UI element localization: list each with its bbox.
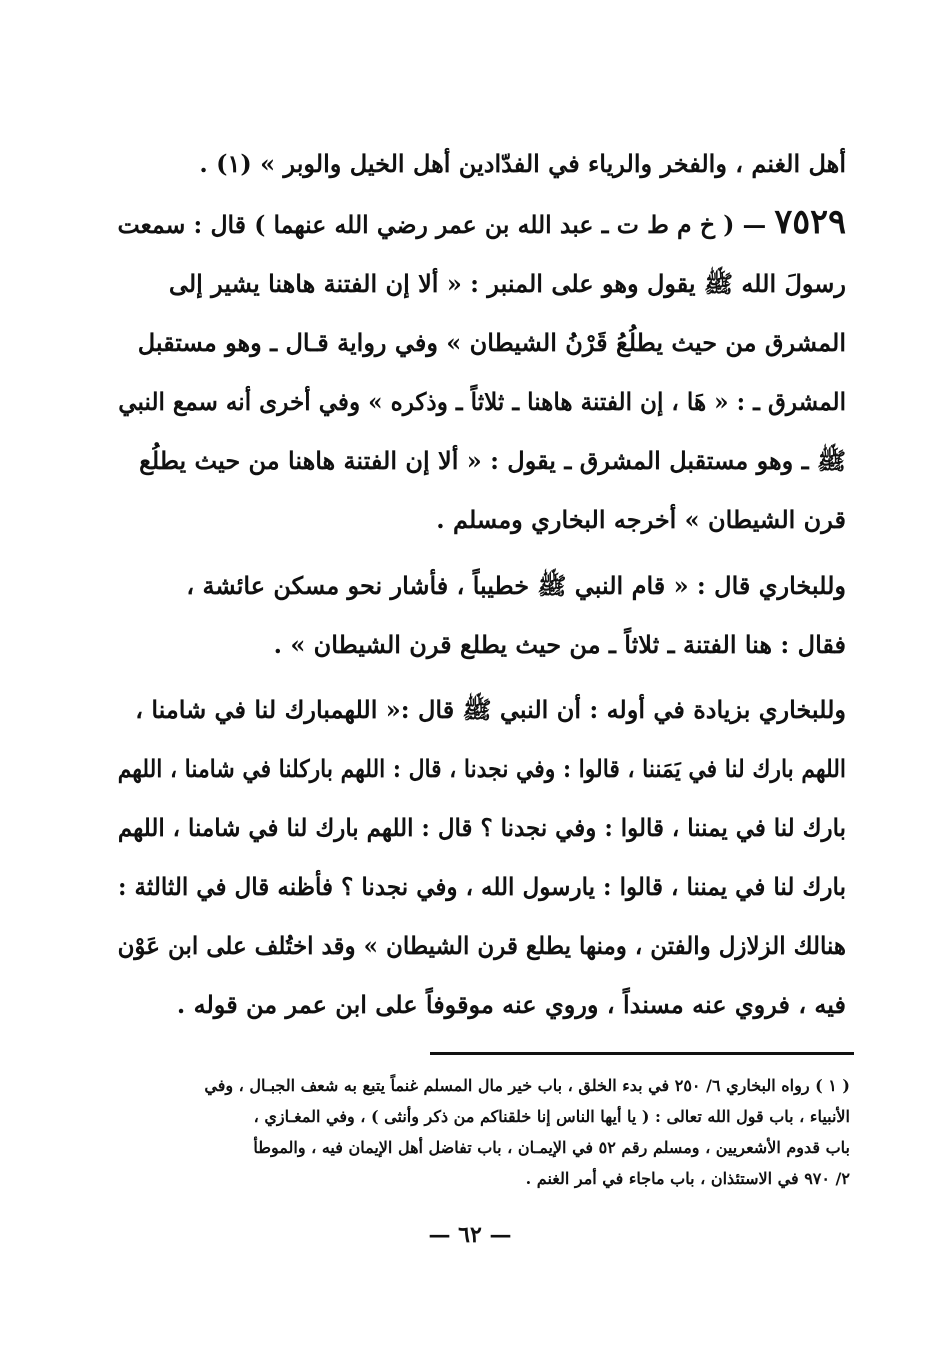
footnote-line: ٢/ ٩٧٠ في الاستئذان ، باب ماجاء في أمر الغنم . xyxy=(525,1169,850,1188)
text-line: اللهم بارك لنا في يَمَننا ، قالوا : وفي نجدنا ، قال : اللهم باركلنا في شامنا ، اللهم xyxy=(117,754,847,783)
text-line: وللبخاري قال : « قام النبي ﷺ خطيباً ، فأشار نحو مسكن عائشة ، xyxy=(186,571,846,600)
text-line: المشرق ـ : « هَا ، إن الفتنة هاهنا ـ ثلاثاً ـ وذكره » وفي أخرى أنه سمع النبي xyxy=(118,387,846,416)
footnote-divider xyxy=(430,1052,854,1055)
text-line: قرن الشيطان » أخرجه البخاري ومسلم . xyxy=(436,505,846,534)
text-line: هنالك الزلازل والفتن ، ومنها يطلع قرن الشيطان » وقد اختُلف على ابن عَوْن xyxy=(117,931,846,960)
page-number: — ٦٢ — xyxy=(428,1222,512,1248)
main-text-block xyxy=(118,134,846,549)
text-line: المشرق من حيث يطلُعُ قَرْنُ الشيطان » وفي رواية قـال ـ وهو مستقبل xyxy=(137,328,846,357)
paragraph-bukhari-1 xyxy=(118,556,846,674)
footnotes-block xyxy=(118,1070,850,1194)
footnote-line: ( ١ ) رواه البخاري ٦/ ٢٥٠ في بدء الخلق ، باب خير مال المسلم غنماً يتبع به شعف الجبـال ، وفي xyxy=(204,1076,850,1095)
footnote-line: باب قدوم الأشعريين ، ومسلم رقم ٥٢ في الإيمـان ، باب تفاضل أهل الإيمان فيه ، والموطأ xyxy=(253,1138,850,1157)
text-line: بارك لنا في يمننا ، قالوا : يارسول الله ، وفي نجدنا ؟ فأظنه قال في الثالثة : xyxy=(117,872,847,901)
text-line: فقال : هنا الفتنة ـ ثلاثاً ـ من حيث يطلع قرن الشيطان » . xyxy=(273,630,846,659)
hadith-heading-text: — ( خ م ط ت ـ عبد الله بن عمر رضي الله عنهما ) قال : سمعت xyxy=(117,210,775,239)
footnote-line: الأنبياء ، باب قول الله تعالى : ( يا أيها الناس إنا خلقناكم من ذكر وأنثى ) ، وفي المغـازي ، xyxy=(253,1107,850,1126)
text-line: فيه ، فروي عنه مسنداً ، وروي عنه موقوفاً على ابن عمر من قوله . xyxy=(176,990,846,1019)
text-line: ﷺ ـ وهو مستقبل المشرق ـ يقول : « ألا إن الفتنة هاهنا من حيث يطلُع xyxy=(139,446,846,475)
text-line: رسولَ الله ﷺ يقول وهو على المنبر : « ألا إن الفتنة هاهنا يشير إلى xyxy=(168,269,846,298)
hadith-number: ٧٥٢٩ xyxy=(774,202,846,242)
text-line: بارك لنا في يمننا ، قالوا : وفي نجدنا ؟ قال : اللهم بارك لنا في شامنا ، اللهم xyxy=(117,813,846,842)
hadith-heading-line xyxy=(117,193,846,254)
paragraph-bukhari-2 xyxy=(118,680,846,1034)
text-line: وللبخاري بزيادة في أوله : أن النبي ﷺ قال :« اللهمبارك لنا في شامنا ، xyxy=(135,695,846,724)
text-line: أهل الغنم ، والفخر والرياء في الفدّادين أهل الخيل والوبر » (١) . xyxy=(199,149,846,178)
